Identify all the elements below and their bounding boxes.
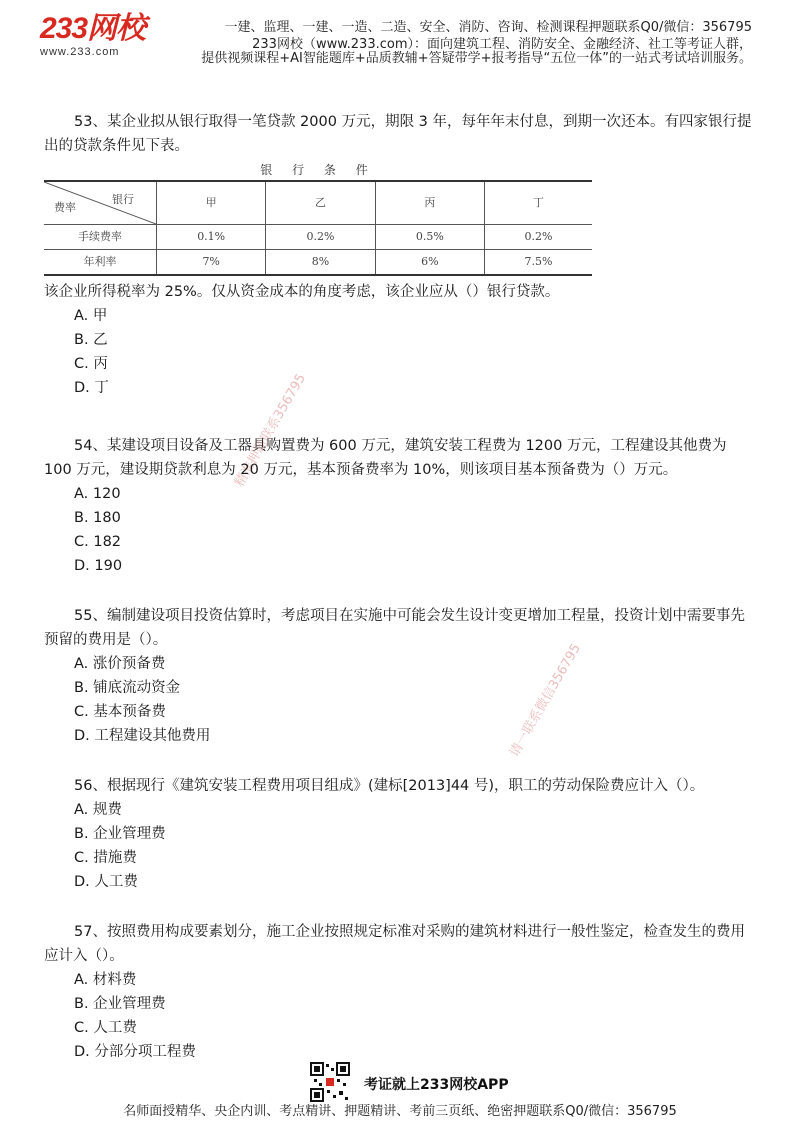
- brand-logo[interactable]: [40, 14, 145, 58]
- table-corner-cell: [44, 181, 157, 225]
- question-stem: 53、某企业拟从银行取得一笔贷款 2000 万元，期限 3 年，每年年末付息，到期一次还本。有四家银行提出的贷款条件见下表。: [44, 114, 752, 154]
- page-header: [0, 0, 800, 70]
- watermark: 精准押题联系356795: [232, 371, 309, 490]
- question-stem-continued: 该企业所得税率为 25%。仅从资金成本的角度考虑，该企业应从（）银行贷款。: [44, 284, 560, 300]
- table-row: [44, 250, 592, 276]
- row-label: 年利率: [44, 250, 157, 276]
- header-intro-line: 233网校（www.233.com）：面向建筑工程、消防安全、金融经济、社工等考证人群，: [252, 37, 752, 52]
- option-b: B. 企业管理费: [74, 996, 166, 1012]
- logo-url: www.233.com: [40, 46, 120, 58]
- option-d: D. 工程建设其他费用: [74, 728, 211, 744]
- table-cell: 0.2%: [266, 225, 375, 250]
- option-c: C. 基本预备费: [74, 704, 166, 720]
- table-cell: 0.5%: [375, 225, 484, 250]
- table-cell: 7.5%: [485, 250, 592, 276]
- option-c: C. 措施费: [74, 850, 137, 866]
- option-d: D. 丁: [74, 380, 109, 396]
- question-stem: 57、按照费用构成要素划分，施工企业按照规定标准对采购的建筑材料进行一般性鉴定，检查发生的费用应计入（）。: [44, 924, 745, 964]
- option-a: A. 材料费: [74, 972, 137, 988]
- option-c: C. 182: [74, 534, 122, 550]
- option-b: B. 乙: [74, 332, 108, 348]
- option-b: B. 铺底流动资金: [74, 680, 181, 696]
- option-a: A. 规费: [74, 802, 122, 818]
- page-footer: [0, 1062, 800, 1131]
- column-header: 甲: [157, 181, 266, 225]
- logo-text: 233网校: [40, 12, 146, 45]
- question-54: [44, 434, 756, 578]
- footer-app-title: 考证就上233网校APP: [364, 1077, 509, 1093]
- option-b: B. 180: [74, 510, 121, 526]
- table-cell: 8%: [266, 250, 375, 276]
- footer-promo-line: 名师面授精华、央企内训、考点精讲、押题精讲、考前三页纸、绝密押题联系Q0/微信：356795: [123, 1104, 677, 1119]
- table-cell: 6%: [375, 250, 484, 276]
- question-stem: 54、某建设项目设备及工器具购置费为 600 万元，建筑安装工程费为 1200 万元，工程建设其他费为 100 万元，建设期贷款利息为 20 万元，基本预备费率为 10%，则该项目基本预备费为（）万元。: [44, 438, 727, 478]
- option-d: D. 人工费: [74, 874, 138, 890]
- option-c: C. 丙: [74, 356, 108, 372]
- column-header: 丁: [485, 181, 592, 225]
- option-d: D. 190: [74, 558, 123, 574]
- qr-code-icon[interactable]: [310, 1062, 350, 1102]
- header-contact-line: 一建、监理、一建、一造、二造、安全、消防、咨询、检测课程押题联系Q0/微信：356795: [224, 20, 752, 35]
- question-57: [44, 920, 756, 1064]
- option-a: A. 120: [74, 486, 121, 502]
- option-b: B. 企业管理费: [74, 826, 166, 842]
- row-label: 手续费率: [44, 225, 157, 250]
- table-cell: 0.2%: [485, 225, 592, 250]
- question-stem: 55、编制建设项目投资估算时，考虑项目在实施中可能会发生设计变更增加工程量，投资计划中需要事先预留的费用是（）。: [44, 608, 745, 648]
- option-c: C. 人工费: [74, 1020, 137, 1036]
- bank-conditions-table: [44, 162, 592, 276]
- corner-top-label: 银行: [112, 193, 134, 206]
- corner-bottom-label: 费率: [54, 201, 76, 214]
- question-55: [44, 604, 756, 748]
- question-53: [44, 110, 756, 400]
- table-cell: 0.1%: [157, 225, 266, 250]
- option-d: D. 分部分项工程费: [74, 1044, 196, 1060]
- table-row: [44, 225, 592, 250]
- qr-pattern: [310, 1062, 350, 1102]
- option-a: A. 甲: [74, 308, 108, 324]
- question-56: [44, 774, 756, 894]
- question-list: [44, 110, 756, 1084]
- table-caption: 银 行 条 件: [260, 163, 376, 177]
- option-a: A. 涨价预备费: [74, 656, 166, 672]
- question-stem: 56、根据现行《建筑安装工程费用项目组成》(建标[2013]44 号)，职工的劳动保险费应计入（）。: [74, 778, 705, 794]
- header-services-line: 提供视频课程+AI智能题库+品质教辅+答疑带学+报考指导“五位一体”的一站式考试培训服务。: [201, 51, 752, 66]
- column-header: 乙: [266, 181, 375, 225]
- column-header: 丙: [375, 181, 484, 225]
- watermark: 请一联系微信356795: [507, 641, 584, 760]
- table-cell: 7%: [157, 250, 266, 276]
